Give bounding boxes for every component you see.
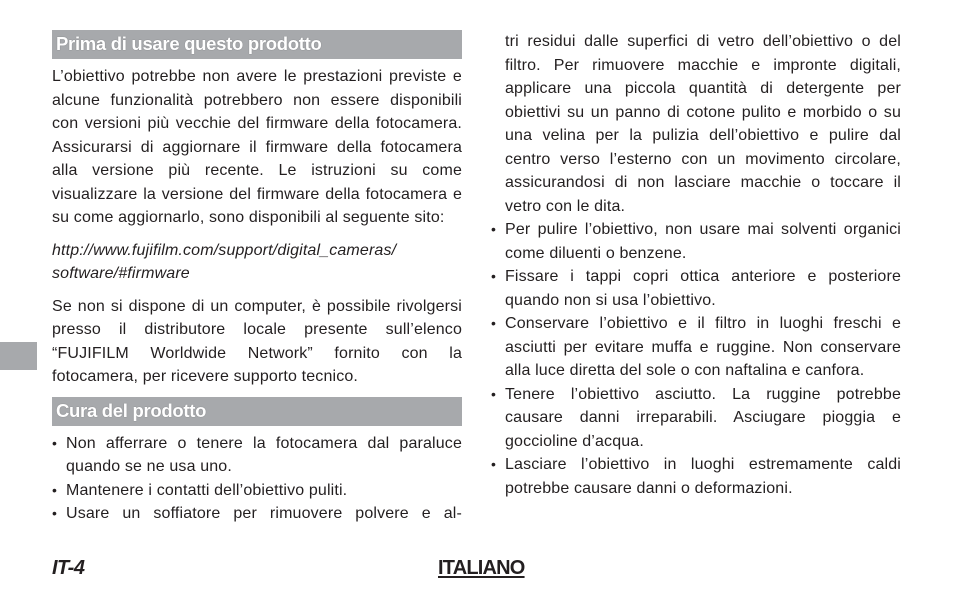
- list-item: • Mantenere i contatti dell’obiettivo puliti.: [52, 481, 348, 499]
- section-header-before-use: [52, 30, 462, 59]
- language-label: ITALIANO: [438, 557, 525, 579]
- firmware-url[interactable]: http://www.fujifilm.com/support/digital_cameras/ software/#firmware: [52, 241, 397, 282]
- list-item: • Fissare i tappi copri ottica anteriore e posteriore quando non si usa l’obiettivo.: [491, 268, 901, 309]
- firmware-paragraph: L’obiettivo potrebbe non avere le prestazioni previste e alcune funzionalità potrebbero non essere disponibili con versioni più vecchie del firmware della fotocamera. Assicurarsi di aggiornare il firmware della fotocamera alla versione più recente. Le istruzioni su come visualizzare la versione del firmware della fotocamera e su come aggiornarlo, sono disponibili al seguente sito:: [52, 68, 462, 226]
- list-item: • Per pulire l’obiettivo, non usare mai solventi organici come diluenti o benzene.: [491, 221, 901, 262]
- list-item: • Conservare l’obiettivo e il filtro in luoghi freschi e asciutti per evitare muffa e ruggine. Non conservare alla luce diretta del sole o con naftalina e canfora.: [491, 315, 901, 379]
- section-title: Cura del prodotto: [56, 399, 207, 421]
- list-item: • Usare un soffiatore per rimuovere polvere e al-: [52, 505, 462, 522]
- section-header-care: [52, 397, 462, 426]
- support-paragraph: Se non si dispone di un computer, è possibile rivolgersi presso il distributore locale presente sull’elenco “FUJIFILM Worldwide Network” fornito con la fotocamera, per ricevere supporto tecnico.: [52, 297, 462, 385]
- page-number: IT-4: [52, 557, 85, 579]
- care-list-left: [52, 432, 462, 526]
- list-item: • Tenere l’obiettivo asciutto. La ruggine potrebbe causare danni irreparabili. Asciugare pioggia e goccioline d’acqua.: [491, 385, 901, 450]
- right-column: [491, 30, 901, 500]
- list-item: • Non afferrare o tenere la fotocamera dal paraluce quando se ne usa uno.: [52, 434, 462, 475]
- left-column: [52, 30, 462, 526]
- list-item: • Lasciare l’obiettivo in luoghi estremamente caldi potrebbe causare danni o deformazioni.: [491, 456, 901, 497]
- list-item-continuation: tri residui dalle superfici di vetro dell’obiettivo o del filtro. Per rimuovere macchie e impronte digitali, applicare una piccola quantità di detergente per obiettivi su un panno di cotone pulito e morbido o su una velina per la pulizia dell’obiettivo e pulire dal centro verso l’esterno con un movimento circolare, assicurandosi di non lasciare macchie o toccare il vetro con le dita.: [505, 33, 901, 215]
- side-tab-marker: [0, 342, 37, 370]
- care-list-right: [491, 218, 901, 500]
- section-title: Prima di usare questo prodotto: [56, 33, 322, 55]
